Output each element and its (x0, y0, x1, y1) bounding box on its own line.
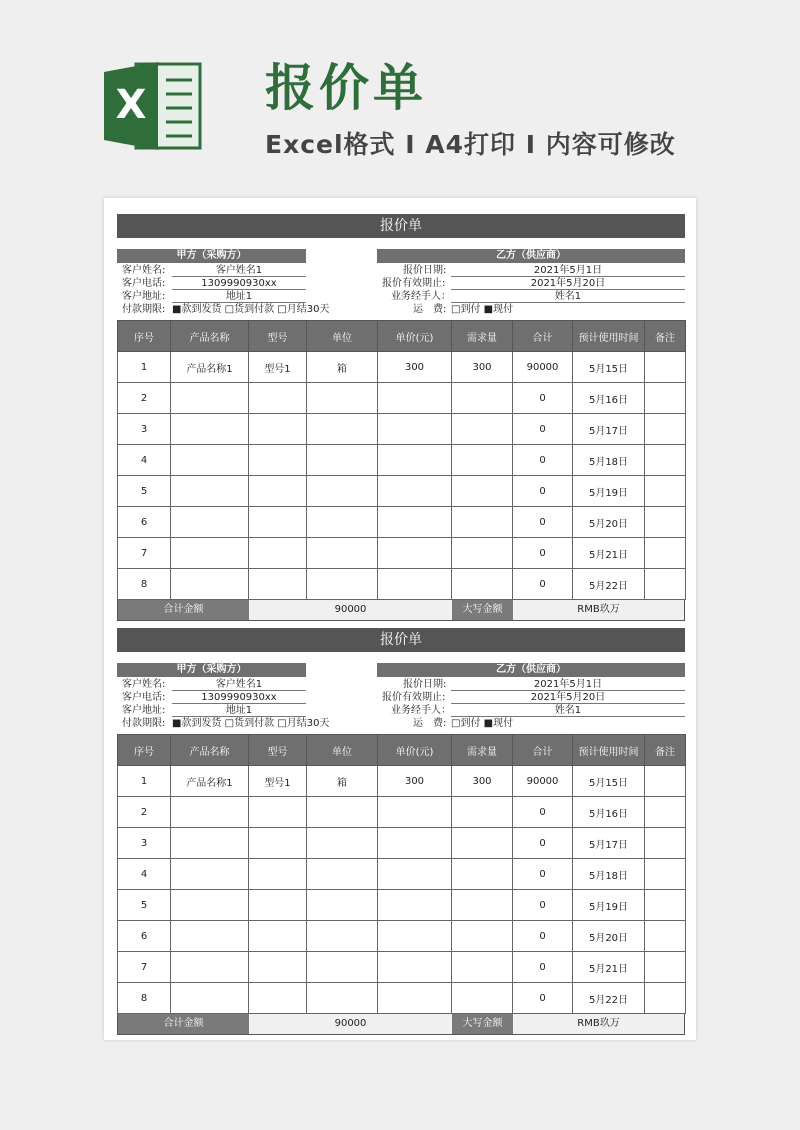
table-cell[interactable]: 90000 (513, 766, 573, 797)
capital-label: 大写金额 (452, 1014, 513, 1034)
column-header: 单价(元) (378, 735, 452, 766)
table-row (118, 766, 686, 797)
table-cell[interactable] (171, 983, 249, 1014)
table-cell[interactable]: 4 (118, 445, 171, 476)
table-cell[interactable] (378, 797, 452, 828)
table-cell[interactable]: 7 (118, 538, 171, 569)
table-cell[interactable] (378, 952, 452, 983)
sheet-title: 报价单 (117, 214, 685, 238)
table-cell[interactable] (452, 890, 513, 921)
table-cell[interactable] (452, 859, 513, 890)
table-cell[interactable]: 5月18日 (573, 445, 645, 476)
column-header: 合计 (513, 735, 573, 766)
table-cell[interactable]: 产品名称1 (171, 766, 249, 797)
table-cell[interactable] (452, 383, 513, 414)
quote-date-label: 报价日期: (403, 265, 447, 276)
table-cell[interactable] (249, 569, 307, 600)
table-cell[interactable]: 5月20日 (573, 921, 645, 952)
table-cell[interactable] (452, 538, 513, 569)
table-row (118, 797, 686, 828)
table-cell[interactable]: 产品名称1 (171, 352, 249, 383)
table-cell[interactable]: 型号1 (249, 352, 307, 383)
table-cell[interactable] (307, 414, 378, 445)
table-cell[interactable] (249, 921, 307, 952)
column-header: 备注 (645, 321, 686, 352)
table-cell[interactable]: 1 (118, 352, 171, 383)
table-cell[interactable] (171, 797, 249, 828)
column-header: 预计使用时间 (573, 735, 645, 766)
table-cell[interactable]: 5月20日 (573, 507, 645, 538)
seller-header: 乙方（供应商） (377, 663, 685, 677)
table-cell[interactable]: 5月21日 (573, 538, 645, 569)
table-cell[interactable] (645, 352, 686, 383)
table-cell[interactable] (645, 414, 686, 445)
table-cell[interactable]: 1 (118, 766, 171, 797)
table-cell[interactable]: 0 (513, 952, 573, 983)
table-cell[interactable]: 5月17日 (573, 414, 645, 445)
table-cell[interactable] (645, 766, 686, 797)
table-cell[interactable]: 300 (378, 766, 452, 797)
table-row (118, 414, 686, 445)
capital-label: 大写金额 (452, 600, 513, 620)
table-cell[interactable] (378, 445, 452, 476)
table-cell[interactable] (249, 828, 307, 859)
table-cell[interactable] (307, 797, 378, 828)
table-cell[interactable] (378, 921, 452, 952)
table-cell[interactable] (249, 414, 307, 445)
table-cell[interactable]: 6 (118, 507, 171, 538)
total-label: 合计金额 (118, 600, 249, 620)
table-cell[interactable] (307, 445, 378, 476)
table-row (118, 921, 686, 952)
buyer-name-row (122, 678, 306, 691)
valid-until-label: 报价有效期止: (382, 692, 446, 703)
table-cell[interactable]: 0 (513, 983, 573, 1014)
table-cell[interactable]: 5月15日 (573, 352, 645, 383)
quote-date-field[interactable]: 2021年5月1日 (451, 678, 685, 691)
table-cell[interactable] (378, 476, 452, 507)
table-row (118, 476, 686, 507)
table-cell[interactable] (452, 476, 513, 507)
buyer-header: 甲方（采购方） (117, 249, 306, 263)
table-cell[interactable] (452, 507, 513, 538)
table-cell[interactable]: 5月19日 (573, 476, 645, 507)
payment-label: 付款期限: (122, 718, 166, 729)
table-cell[interactable]: 0 (513, 859, 573, 890)
table-cell[interactable]: 型号1 (249, 766, 307, 797)
total-value[interactable]: 90000 (249, 600, 452, 620)
buyer-phone-field[interactable]: 1309990930xx (172, 691, 306, 704)
table-cell[interactable] (452, 983, 513, 1014)
table-cell[interactable]: 5月17日 (573, 828, 645, 859)
freight-label: 运 费: (413, 718, 447, 729)
table-cell[interactable]: 300 (452, 766, 513, 797)
freight-options[interactable]: □到付 ■现付 (451, 718, 514, 729)
table-cell[interactable] (171, 383, 249, 414)
table-cell[interactable]: 3 (118, 828, 171, 859)
table-cell[interactable] (645, 952, 686, 983)
table-cell[interactable] (171, 414, 249, 445)
table-row (118, 383, 686, 414)
table-cell[interactable] (452, 952, 513, 983)
table-cell[interactable] (307, 507, 378, 538)
banner-subtitle: Excel格式 I A4打印 I 内容可修改 (265, 130, 676, 159)
column-header: 序号 (118, 735, 171, 766)
table-cell[interactable]: 2 (118, 797, 171, 828)
table-header-row (118, 735, 686, 766)
handler-field[interactable]: 姓名1 (451, 704, 685, 717)
table-cell[interactable] (452, 797, 513, 828)
table-cell[interactable] (452, 414, 513, 445)
table-cell[interactable] (307, 983, 378, 1014)
table-cell[interactable] (307, 859, 378, 890)
table-cell[interactable]: 5 (118, 476, 171, 507)
quote-date-label: 报价日期: (403, 679, 447, 690)
table-row (118, 445, 686, 476)
table-cell[interactable] (249, 797, 307, 828)
table-cell[interactable] (171, 921, 249, 952)
table-cell[interactable] (249, 383, 307, 414)
handler-row (377, 704, 685, 717)
table-cell[interactable] (645, 983, 686, 1014)
table-cell[interactable] (307, 569, 378, 600)
column-header: 单位 (307, 321, 378, 352)
buyer-name-row (122, 264, 306, 277)
seller-header: 乙方（供应商） (377, 249, 685, 263)
table-cell[interactable] (307, 383, 378, 414)
table-cell[interactable]: 箱 (307, 352, 378, 383)
capital-value[interactable]: RMB玖万 (513, 1014, 684, 1034)
handler-row (377, 290, 685, 303)
table-cell[interactable]: 2 (118, 383, 171, 414)
table-cell[interactable] (452, 921, 513, 952)
excel-logo-icon (104, 60, 204, 152)
valid-until-row (377, 277, 685, 290)
party-info (117, 238, 685, 320)
table-cell[interactable] (307, 538, 378, 569)
table-cell[interactable]: 5月16日 (573, 797, 645, 828)
quote-date-row (377, 264, 685, 277)
buyer-address-field[interactable]: 地址1 (172, 704, 306, 717)
table-cell[interactable]: 8 (118, 569, 171, 600)
column-header: 型号 (249, 321, 307, 352)
table-cell[interactable] (645, 507, 686, 538)
table-cell[interactable] (171, 507, 249, 538)
column-header: 备注 (645, 735, 686, 766)
table-cell[interactable]: 8 (118, 983, 171, 1014)
buyer-phone-row (122, 277, 306, 290)
column-header: 单价(元) (378, 321, 452, 352)
table-cell[interactable] (249, 507, 307, 538)
handler-label: 业务经手人： (391, 705, 451, 716)
buyer-phone-label: 客户电话: (122, 278, 166, 289)
table-cell[interactable] (452, 828, 513, 859)
capital-value[interactable]: RMB玖万 (513, 600, 684, 620)
table-cell[interactable] (307, 952, 378, 983)
table-row (118, 890, 686, 921)
buyer-header: 甲方（采购方） (117, 663, 306, 677)
valid-until-row (377, 691, 685, 704)
table-cell[interactable]: 箱 (307, 766, 378, 797)
freight-row (377, 303, 685, 316)
column-header: 产品名称 (171, 321, 249, 352)
table-row (118, 983, 686, 1014)
table-cell[interactable]: 0 (513, 476, 573, 507)
quote-sheet (117, 628, 685, 1035)
buyer-name-field[interactable]: 客户姓名1 (172, 678, 306, 691)
banner-title: 报价单 (265, 59, 427, 117)
table-cell[interactable]: 7 (118, 952, 171, 983)
table-cell[interactable] (378, 890, 452, 921)
table-cell[interactable]: 5月21日 (573, 952, 645, 983)
table-cell[interactable] (378, 828, 452, 859)
freight-label: 运 费: (413, 304, 447, 315)
table-cell[interactable]: 6 (118, 921, 171, 952)
table-cell[interactable]: 5 (118, 890, 171, 921)
table-cell[interactable]: 5月22日 (573, 569, 645, 600)
table-cell[interactable] (378, 538, 452, 569)
sheet-title: 报价单 (117, 628, 685, 652)
table-cell[interactable] (249, 445, 307, 476)
table-cell[interactable] (249, 952, 307, 983)
table-cell[interactable] (645, 383, 686, 414)
table-body (118, 352, 686, 600)
valid-until-label: 报价有效期止: (382, 278, 446, 289)
party-info (117, 652, 685, 734)
table-cell[interactable] (645, 859, 686, 890)
freight-row (377, 717, 685, 730)
table-cell[interactable]: 5月22日 (573, 983, 645, 1014)
table-cell[interactable] (645, 797, 686, 828)
table-cell[interactable] (645, 569, 686, 600)
table-cell[interactable]: 0 (513, 383, 573, 414)
column-header: 预计使用时间 (573, 321, 645, 352)
table-cell[interactable]: 4 (118, 859, 171, 890)
column-header: 合计 (513, 321, 573, 352)
quote-table (117, 734, 686, 1014)
table-cell[interactable] (378, 383, 452, 414)
table-row (118, 952, 686, 983)
table-cell[interactable] (249, 476, 307, 507)
quote-date-row (377, 678, 685, 691)
table-cell[interactable]: 90000 (513, 352, 573, 383)
table-cell[interactable] (307, 890, 378, 921)
column-header: 产品名称 (171, 735, 249, 766)
buyer-address-row (122, 704, 306, 717)
table-cell[interactable]: 0 (513, 507, 573, 538)
table-cell[interactable] (249, 538, 307, 569)
table-cell[interactable] (249, 983, 307, 1014)
table-row (118, 538, 686, 569)
table-cell[interactable] (645, 921, 686, 952)
table-cell[interactable] (171, 828, 249, 859)
table-cell[interactable]: 0 (513, 445, 573, 476)
table-cell[interactable] (307, 476, 378, 507)
table-cell[interactable] (645, 538, 686, 569)
table-cell[interactable] (307, 828, 378, 859)
buyer-name-label: 客户姓名: (122, 679, 166, 690)
quote-table (117, 320, 686, 600)
table-cell[interactable] (645, 890, 686, 921)
banner (0, 0, 800, 200)
freight-options[interactable]: □到付 ■现付 (451, 304, 514, 315)
table-cell[interactable]: 5月16日 (573, 383, 645, 414)
summary-row (117, 600, 685, 621)
summary-row (117, 1014, 685, 1035)
table-cell[interactable] (378, 983, 452, 1014)
buyer-phone-row (122, 691, 306, 704)
table-cell[interactable]: 0 (513, 538, 573, 569)
table-cell[interactable]: 3 (118, 414, 171, 445)
table-body (118, 766, 686, 1014)
total-value[interactable]: 90000 (249, 1014, 452, 1034)
table-cell[interactable] (645, 828, 686, 859)
table-cell[interactable]: 0 (513, 828, 573, 859)
table-cell[interactable] (171, 569, 249, 600)
payment-options[interactable]: ■款到发货 □货到付款 □月结30天 (172, 304, 330, 315)
table-cell[interactable] (378, 507, 452, 538)
table-cell[interactable] (249, 890, 307, 921)
table-cell[interactable] (171, 890, 249, 921)
table-cell[interactable]: 0 (513, 797, 573, 828)
table-row (118, 828, 686, 859)
table-cell[interactable]: 300 (452, 352, 513, 383)
table-cell[interactable]: 0 (513, 569, 573, 600)
buyer-name-label: 客户姓名: (122, 265, 166, 276)
column-header: 单位 (307, 735, 378, 766)
table-cell[interactable] (645, 476, 686, 507)
payment-row (122, 303, 372, 316)
table-cell[interactable] (645, 445, 686, 476)
buyer-phone-field[interactable]: 1309990930xx (172, 277, 306, 290)
table-header-row (118, 321, 686, 352)
column-header: 型号 (249, 735, 307, 766)
table-cell[interactable]: 0 (513, 414, 573, 445)
table-cell[interactable] (378, 414, 452, 445)
table-cell[interactable] (171, 538, 249, 569)
table-cell[interactable]: 5月18日 (573, 859, 645, 890)
table-cell[interactable] (171, 859, 249, 890)
table-cell[interactable] (378, 569, 452, 600)
logo-letter: X (115, 82, 147, 128)
column-header: 需求量 (452, 321, 513, 352)
valid-until-field[interactable]: 2021年5月20日 (451, 691, 685, 704)
payment-options[interactable]: ■款到发货 □货到付款 □月结30天 (172, 718, 330, 729)
table-row (118, 569, 686, 600)
column-header: 序号 (118, 321, 171, 352)
table-cell[interactable] (171, 952, 249, 983)
column-header: 需求量 (452, 735, 513, 766)
buyer-phone-label: 客户电话: (122, 692, 166, 703)
table-row (118, 507, 686, 538)
table-row (118, 859, 686, 890)
buyer-address-row (122, 290, 306, 303)
total-label: 合计金额 (118, 1014, 249, 1034)
table-cell[interactable] (171, 476, 249, 507)
valid-until-field[interactable]: 2021年5月20日 (451, 277, 685, 290)
table-cell[interactable]: 5月19日 (573, 890, 645, 921)
table-cell[interactable]: 0 (513, 890, 573, 921)
buyer-address-label: 客户地址: (122, 705, 166, 716)
table-cell[interactable] (452, 569, 513, 600)
quote-sheet (117, 214, 685, 621)
handler-label: 业务经手人： (391, 291, 451, 302)
table-cell[interactable]: 5月15日 (573, 766, 645, 797)
payment-label: 付款期限: (122, 304, 166, 315)
table-cell[interactable] (452, 445, 513, 476)
quote-date-field[interactable]: 2021年5月1日 (451, 264, 685, 277)
buyer-name-field[interactable]: 客户姓名1 (172, 264, 306, 277)
table-cell[interactable]: 300 (378, 352, 452, 383)
handler-field[interactable]: 姓名1 (451, 290, 685, 303)
table-cell[interactable] (307, 921, 378, 952)
payment-row (122, 717, 372, 730)
table-row (118, 352, 686, 383)
table-cell[interactable] (171, 445, 249, 476)
buyer-address-label: 客户地址: (122, 291, 166, 302)
table-cell[interactable] (249, 859, 307, 890)
table-cell[interactable] (378, 859, 452, 890)
table-cell[interactable]: 0 (513, 921, 573, 952)
buyer-address-field[interactable]: 地址1 (172, 290, 306, 303)
